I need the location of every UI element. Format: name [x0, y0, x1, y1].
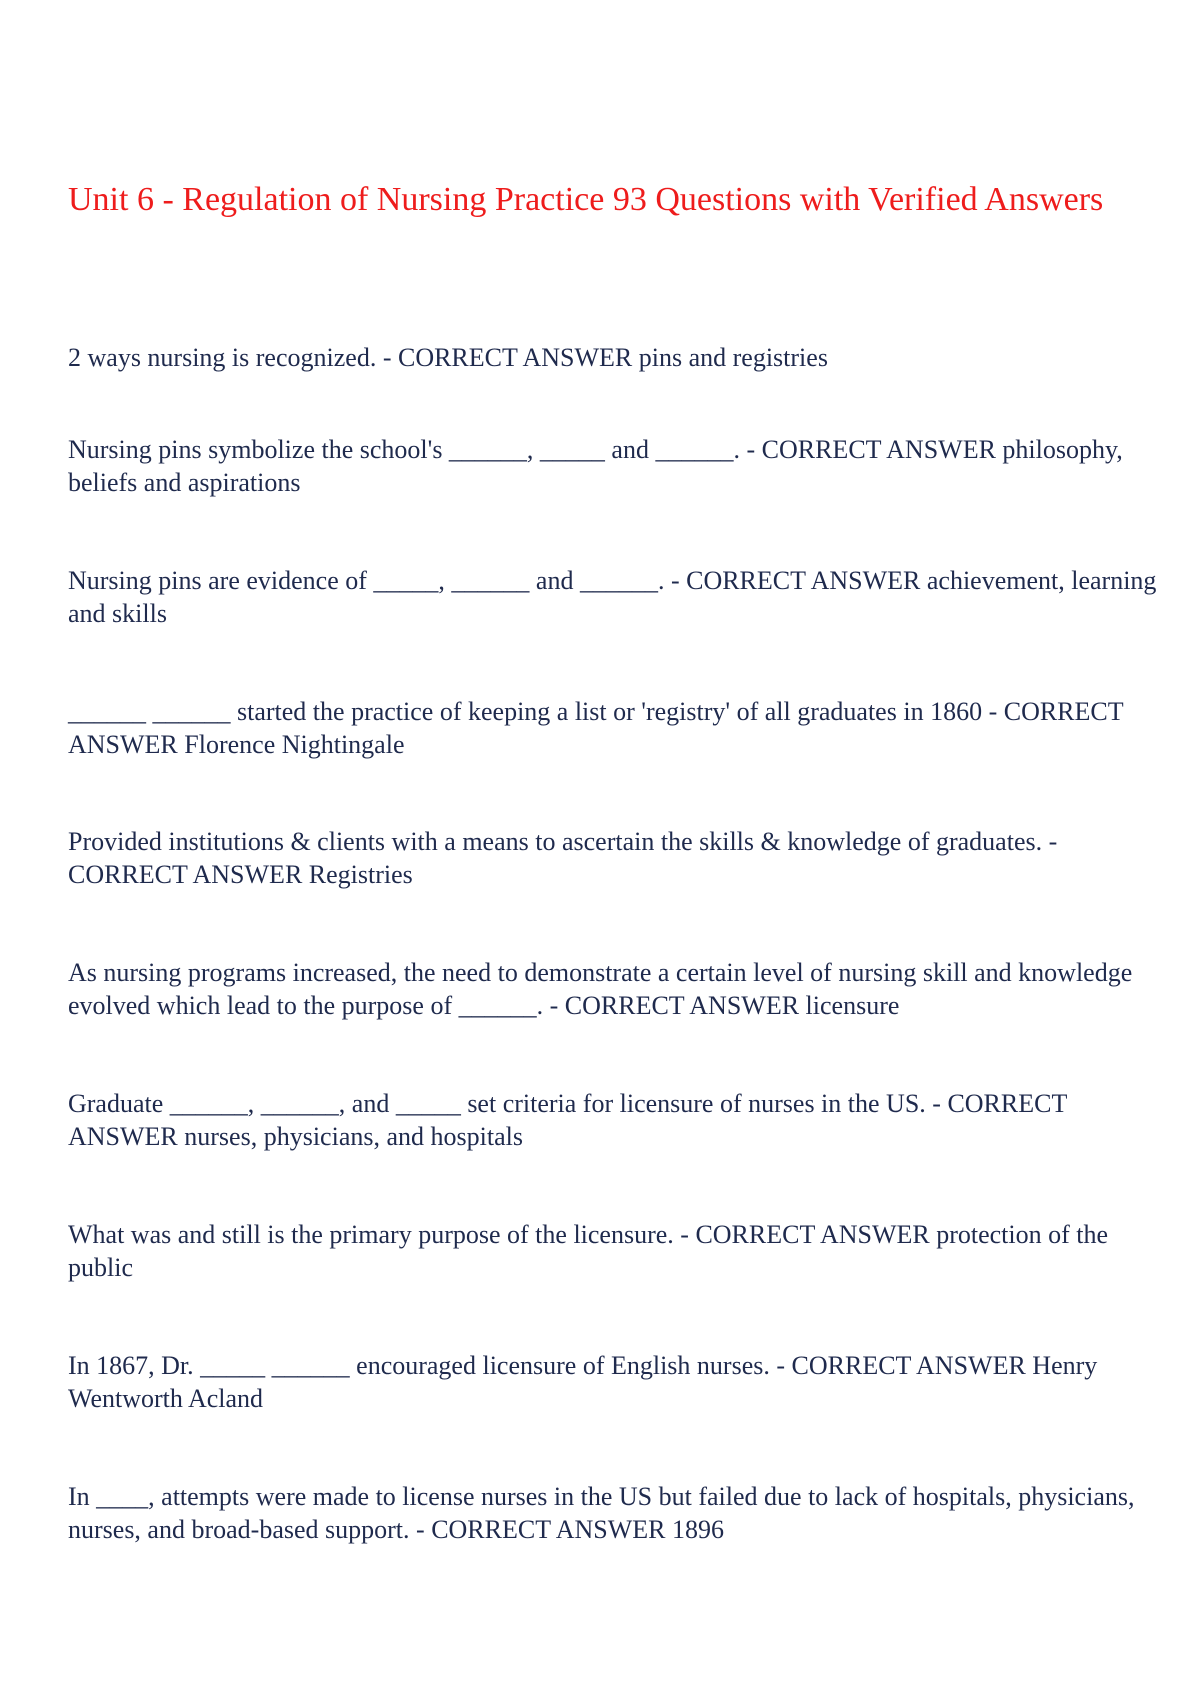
- qa-item-4: ______ ______ started the practice of keeping a list or 'registry' of all graduates in 1860 - CORRECT ANSWER Florence Nightingale: [68, 697, 1124, 759]
- qa-item-8: What was and still is the primary purpose of the licensure. - CORRECT ANSWER protection of the public: [68, 1220, 1109, 1282]
- qa-item-7: Graduate ______, ______, and _____ set criteria for licensure of nurses in the US. - CORRECT ANSWER nurses, physicians, and hospitals: [68, 1089, 1067, 1151]
- qa-item-2: Nursing pins symbolize the school's ______, _____ and ______. - CORRECT ANSWER philosophy, beliefs and aspirations: [68, 435, 1123, 497]
- document-title: Unit 6 - Regulation of Nursing Practice 93 Questions with Verified Answers: [68, 181, 1104, 218]
- qa-item-9: In 1867, Dr. _____ ______ encouraged licensure of English nurses. - CORRECT ANSWER Henry Wentworth Acland: [68, 1351, 1098, 1413]
- qa-item-1: 2 ways nursing is recognized. - CORRECT ANSWER pins and registries: [68, 343, 828, 372]
- qa-item-10: In ____, attempts were made to license nurses in the US but failed due to lack of hospitals, physicians, nurses, and broad-based support. - CORRECT ANSWER 1896: [68, 1482, 1135, 1544]
- qa-item-3: Nursing pins are evidence of _____, ______ and ______. - CORRECT ANSWER achievement, learning and skills: [68, 566, 1157, 628]
- qa-item-6: As nursing programs increased, the need to demonstrate a certain level of nursing skill and knowledge evolved which lead to the purpose of ______. - CORRECT ANSWER licensure: [68, 958, 1133, 1020]
- qa-item-5: Provided institutions & clients with a means to ascertain the skills & knowledge of graduates. - CORRECT ANSWER Registries: [68, 827, 1058, 889]
